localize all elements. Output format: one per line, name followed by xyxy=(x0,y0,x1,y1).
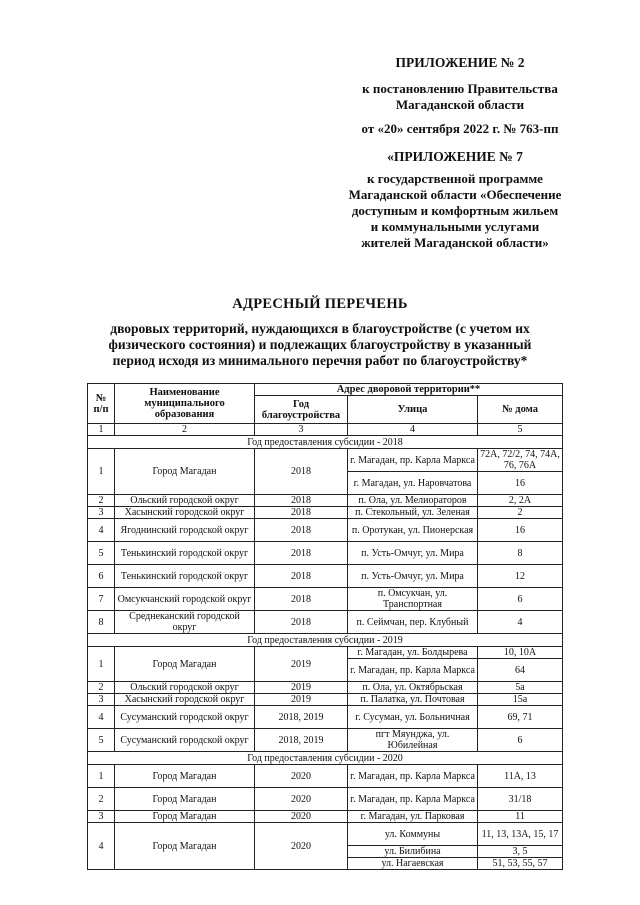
street-cell: г. Магадан, ул. Болдырева xyxy=(348,647,478,659)
appendix-line: от «20» сентября 2022 г. № 763-пп xyxy=(361,121,559,136)
section-row xyxy=(88,752,563,765)
house-cell: 8 xyxy=(478,542,563,565)
appendix7-header xyxy=(325,149,585,251)
table-row xyxy=(88,507,563,519)
table-row xyxy=(88,682,563,694)
municipality-cell: Тенькинский городской округ xyxy=(115,565,255,588)
municipality-cell: Город Магадан xyxy=(115,449,255,495)
table-row xyxy=(88,565,563,588)
house-cell: 11, 13, 13А, 15, 17 xyxy=(478,823,563,846)
house-cell: 31/18 xyxy=(478,788,563,811)
row-number: 5 xyxy=(88,729,115,752)
row-number: 5 xyxy=(88,542,115,565)
row-number: 8 xyxy=(88,611,115,634)
table-row xyxy=(88,788,563,811)
house-cell: 15а xyxy=(478,694,563,706)
table-row xyxy=(88,542,563,565)
document-title: АДРЕСНЫЙ ПЕРЕЧЕНЬ xyxy=(232,296,408,312)
address-table xyxy=(87,383,563,870)
column-number: 3 xyxy=(255,424,348,436)
column-number: 4 xyxy=(348,424,478,436)
table-row xyxy=(88,729,563,752)
street-cell: г. Магадан, ул. Парковая xyxy=(348,811,478,823)
street-cell: г. Магадан, пр. Карла Маркса xyxy=(348,788,478,811)
section-title: Год предоставления субсидии - 2020 xyxy=(88,752,563,765)
year-cell: 2018 xyxy=(255,495,348,507)
year-cell: 2018 xyxy=(255,611,348,634)
row-number: 4 xyxy=(88,823,115,870)
appendix-header xyxy=(335,55,585,137)
municipality-cell: Ольский городской округ xyxy=(115,495,255,507)
house-cell: 11 xyxy=(478,811,563,823)
document-subtitle-line: дворовых территорий, нуждающихся в благоустройстве (с учетом их xyxy=(110,321,530,336)
street-cell: г. Сусуман, ул. Больничная xyxy=(348,706,478,729)
year-cell: 2018 xyxy=(255,507,348,519)
appendix7-line: доступным и комфортным жильем xyxy=(351,203,559,218)
header-num: № п/п xyxy=(88,384,115,424)
table-row xyxy=(88,611,563,634)
house-cell: 51, 53, 55, 57 xyxy=(478,858,563,870)
street-cell: г. Магадан, ул. Наровчатова xyxy=(348,472,478,495)
row-number: 7 xyxy=(88,588,115,611)
table-body xyxy=(88,436,563,870)
row-number: 3 xyxy=(88,507,115,519)
column-number: 1 xyxy=(88,424,115,436)
year-cell: 2018 xyxy=(255,542,348,565)
house-cell: 6 xyxy=(478,588,563,611)
house-cell: 3, 5 xyxy=(478,846,563,858)
municipality-cell: Омсукчанский городской округ xyxy=(115,588,255,611)
table-row xyxy=(88,495,563,507)
street-cell: г. Магадан, пр. Карла Маркса xyxy=(348,765,478,788)
street-cell: г. Магадан, пр. Карла Маркса xyxy=(348,659,478,682)
header-house: № дома xyxy=(478,396,563,424)
municipality-cell: Хасынский городской округ xyxy=(115,694,255,706)
municipality-cell: Хасынский городской округ xyxy=(115,507,255,519)
appendix7-line: «ПРИЛОЖЕНИЕ № 7 xyxy=(387,149,523,164)
table-row xyxy=(88,519,563,542)
row-number: 1 xyxy=(88,449,115,495)
street-cell: п. Усть-Омчуг, ул. Мира xyxy=(348,542,478,565)
section-row xyxy=(88,436,563,449)
table-row xyxy=(88,765,563,788)
year-cell: 2020 xyxy=(255,788,348,811)
house-cell: 10, 10А xyxy=(478,647,563,659)
section-row xyxy=(88,634,563,647)
house-cell: 69, 71 xyxy=(478,706,563,729)
street-cell: пгт Мяунджа, ул. Юбилейная xyxy=(348,729,478,752)
table-row xyxy=(88,811,563,823)
year-cell: 2018 xyxy=(255,565,348,588)
header-year: Год благоустройства xyxy=(255,396,348,424)
municipality-cell: Город Магадан xyxy=(115,811,255,823)
year-cell: 2019 xyxy=(255,682,348,694)
street-cell: ул. Нагаевская xyxy=(348,858,478,870)
document-subtitle-line: физического состояния) и подлежащих благоустройству в указанный xyxy=(108,337,532,352)
year-cell: 2020 xyxy=(255,811,348,823)
municipality-cell: Город Магадан xyxy=(115,765,255,788)
appendix7-line: Магаданской области «Обеспечение xyxy=(348,187,562,202)
house-cell: 2, 2А xyxy=(478,495,563,507)
header-street: Улица xyxy=(348,396,478,424)
section-title: Год предоставления субсидии - 2019 xyxy=(88,634,563,647)
house-cell: 72А, 72/2, 74, 74А, 76, 76А xyxy=(478,449,563,472)
street-cell: ул. Коммуны xyxy=(348,823,478,846)
house-cell: 11А, 13 xyxy=(478,765,563,788)
municipality-cell: Среднеканский городской округ xyxy=(115,611,255,634)
row-number: 6 xyxy=(88,565,115,588)
column-number: 5 xyxy=(478,424,563,436)
street-cell: ул. Билибина xyxy=(348,846,478,858)
appendix-line: Магаданской области xyxy=(395,97,525,112)
municipality-cell: Город Магадан xyxy=(115,823,255,870)
row-number: 1 xyxy=(88,765,115,788)
street-cell: п. Ола, ул. Октябрьская xyxy=(348,682,478,694)
row-number: 3 xyxy=(88,694,115,706)
street-cell: п. Усть-Омчуг, ул. Мира xyxy=(348,565,478,588)
row-number: 2 xyxy=(88,682,115,694)
row-number: 3 xyxy=(88,811,115,823)
row-number: 4 xyxy=(88,706,115,729)
street-cell: п. Стекольный, ул. Зеленая xyxy=(348,507,478,519)
row-number: 2 xyxy=(88,495,115,507)
year-cell: 2019 xyxy=(255,694,348,706)
year-cell: 2018 xyxy=(255,519,348,542)
street-cell: п. Сеймчан, пер. Клубный xyxy=(348,611,478,634)
row-number: 2 xyxy=(88,788,115,811)
year-cell: 2020 xyxy=(255,765,348,788)
house-cell: 16 xyxy=(478,472,563,495)
house-cell: 16 xyxy=(478,519,563,542)
appendix-line: к постановлению Правительства xyxy=(362,81,558,96)
section-title: Год предоставления субсидии - 2018 xyxy=(88,436,563,449)
house-cell: 12 xyxy=(478,565,563,588)
year-cell: 2018, 2019 xyxy=(255,706,348,729)
table-row xyxy=(88,706,563,729)
year-cell: 2018 xyxy=(255,449,348,495)
table-row xyxy=(88,647,563,659)
municipality-cell: Ягоднинский городской округ xyxy=(115,519,255,542)
table-row xyxy=(88,449,563,472)
house-cell: 64 xyxy=(478,659,563,682)
street-cell: п. Ола, ул. Мелиораторов xyxy=(348,495,478,507)
appendix7-line: к государственной программе xyxy=(367,171,543,186)
house-cell: 2 xyxy=(478,507,563,519)
document-subtitle-line: период исходя из минимального перечня работ по благоустройству* xyxy=(112,353,528,368)
house-cell: 4 xyxy=(478,611,563,634)
table-row xyxy=(88,823,563,846)
appendix7-line: жителей Магаданской области» xyxy=(361,235,549,250)
appendix-line: ПРИЛОЖЕНИЕ № 2 xyxy=(395,55,525,70)
house-cell: 5а xyxy=(478,682,563,694)
appendix7-line: и коммунальными услугами xyxy=(370,219,540,234)
header-municipality: Наименование муниципального образования xyxy=(115,384,255,424)
row-number: 1 xyxy=(88,647,115,682)
municipality-cell: Ольский городской округ xyxy=(115,682,255,694)
municipality-cell: Город Магадан xyxy=(115,647,255,682)
year-cell: 2020 xyxy=(255,823,348,870)
header-address: Адрес дворовой территории** xyxy=(255,384,563,396)
year-cell: 2018 xyxy=(255,588,348,611)
table-row xyxy=(88,694,563,706)
municipality-cell: Город Магадан xyxy=(115,788,255,811)
street-cell: г. Магадан, пр. Карла Маркса xyxy=(348,449,478,472)
document-title-block xyxy=(60,296,580,369)
street-cell: п. Палатка, ул. Почтовая xyxy=(348,694,478,706)
street-cell: п. Омсукчан, ул. Транспортная xyxy=(348,588,478,611)
row-number: 4 xyxy=(88,519,115,542)
house-cell: 6 xyxy=(478,729,563,752)
year-cell: 2019 xyxy=(255,647,348,682)
column-number: 2 xyxy=(115,424,255,436)
table-row xyxy=(88,588,563,611)
municipality-cell: Сусуманский городской округ xyxy=(115,706,255,729)
year-cell: 2018, 2019 xyxy=(255,729,348,752)
municipality-cell: Сусуманский городской округ xyxy=(115,729,255,752)
street-cell: п. Оротукан, ул. Пионерская xyxy=(348,519,478,542)
municipality-cell: Тенькинский городской округ xyxy=(115,542,255,565)
